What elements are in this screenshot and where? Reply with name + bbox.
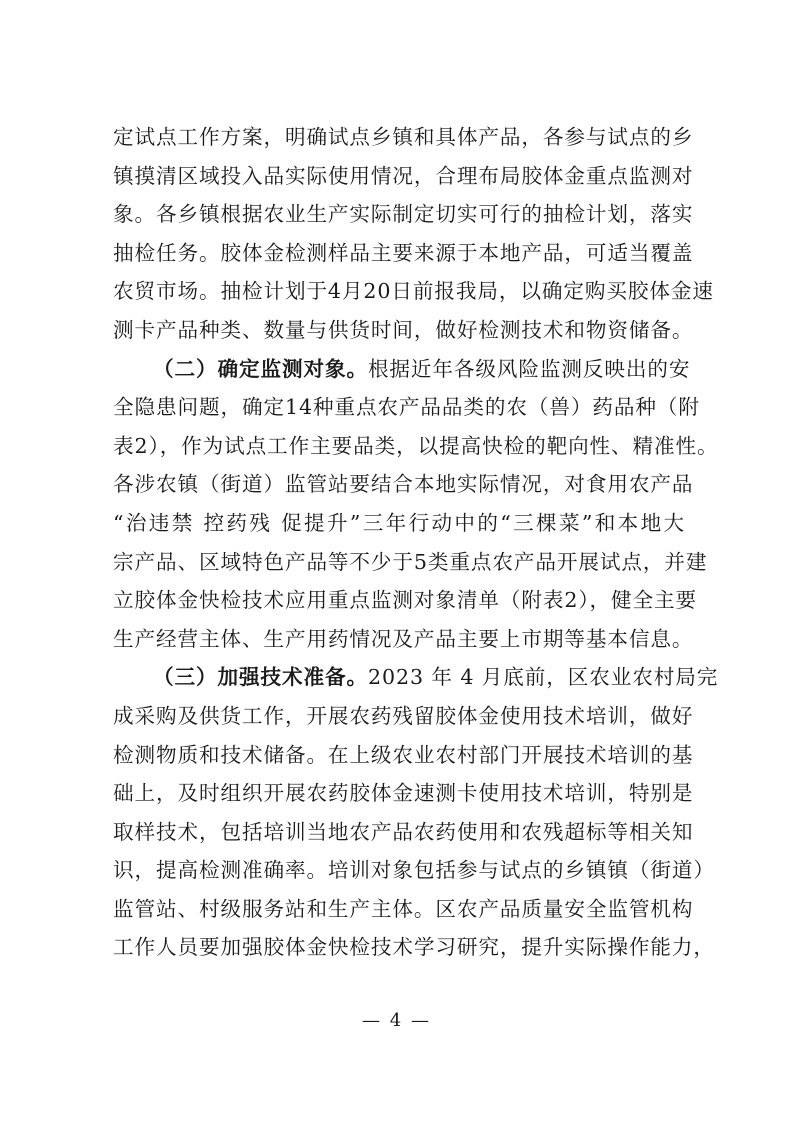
text-line [113,658,719,697]
text-line: 全隐患问题，确定14种重点农产品品类的农（兽）药品种（附 [113,395,700,420]
document-body [113,118,719,967]
text-line: 农贸市场。抽检计划于4月20日前报我局，以确定购买胶体金速 [113,279,714,304]
text-line: 定试点工作方案，明确试点乡镇和具体产品，各参与试点的乡 [113,125,694,149]
text-line: 立胶体金快检技术应用重点监测对象清单（附表2），健全主要 [113,588,698,613]
text-line: 象。各乡镇根据农业生产实际制定切实可行的抽检计划，落实 [113,202,694,227]
page-number: — 4 — [362,1010,431,1031]
text-line: 识，提高检测准确率。培训对象包括参与试点的乡镇镇（街道） [113,858,715,883]
text-line: 础上，及时组织开展农药胶体金速测卡使用技术培训，特别是 [113,781,694,806]
text-line: 测卡产品种类、数量与供货时间，做好检测技术和物资储备。 [113,317,694,342]
heading-line-text: 2023 年 4 月底前，区农业农村局完 [367,665,719,690]
text-line: 成采购及供货工作，开展农药残留胶体金使用技术培训，做好 [113,703,694,728]
text-line: 生产经营主体、生产用药情况及产品主要上市期等基本信息。 [113,626,694,651]
paragraph-3 [113,658,719,967]
section-heading-3: （三）加强技术准备。 [153,665,368,690]
text-line: 检测物质和技术储备。在上级农业农村部门开展技术培训的基 [113,742,694,767]
text-line: 监管站、村级服务站和生产主体。区农产品质量安全监管机构 [113,896,694,921]
text-line: 抽检任务。胶体金检测样品主要来源于本地产品，可适当覆盖 [113,240,694,265]
text-line: 工作人员要加强胶体金快检技术学习研究，提升实际操作能力， [113,935,715,960]
text-line: “治违禁 控药残 促提升”三年行动中的“三棵菜”和本地大 [113,510,685,535]
text-line: 各涉农镇（街道）监管站要结合本地实际情况，对食用农产品 [113,472,694,497]
text-line: 宗产品、区域特色产品等不少于5类重点农产品开展试点，并建 [113,549,708,574]
section-heading-2: （二）确定监测对象。 [153,356,368,381]
text-line [113,350,691,389]
text-line: 表2），作为试点工作主要品类，以提高快检的靶向性、精准性。 [113,433,719,458]
text-line: 镇摸清区域投入品实际使用情况，合理布局胶体金重点监测对 [113,163,694,188]
heading-line-text: 根据近年各级风险监测反映出的安 [367,356,691,381]
paragraph-2 [113,350,719,659]
paragraph-1 [113,118,714,350]
text-line: 取样技术，包括培训当地农产品农药使用和农残超标等相关知 [113,819,694,844]
